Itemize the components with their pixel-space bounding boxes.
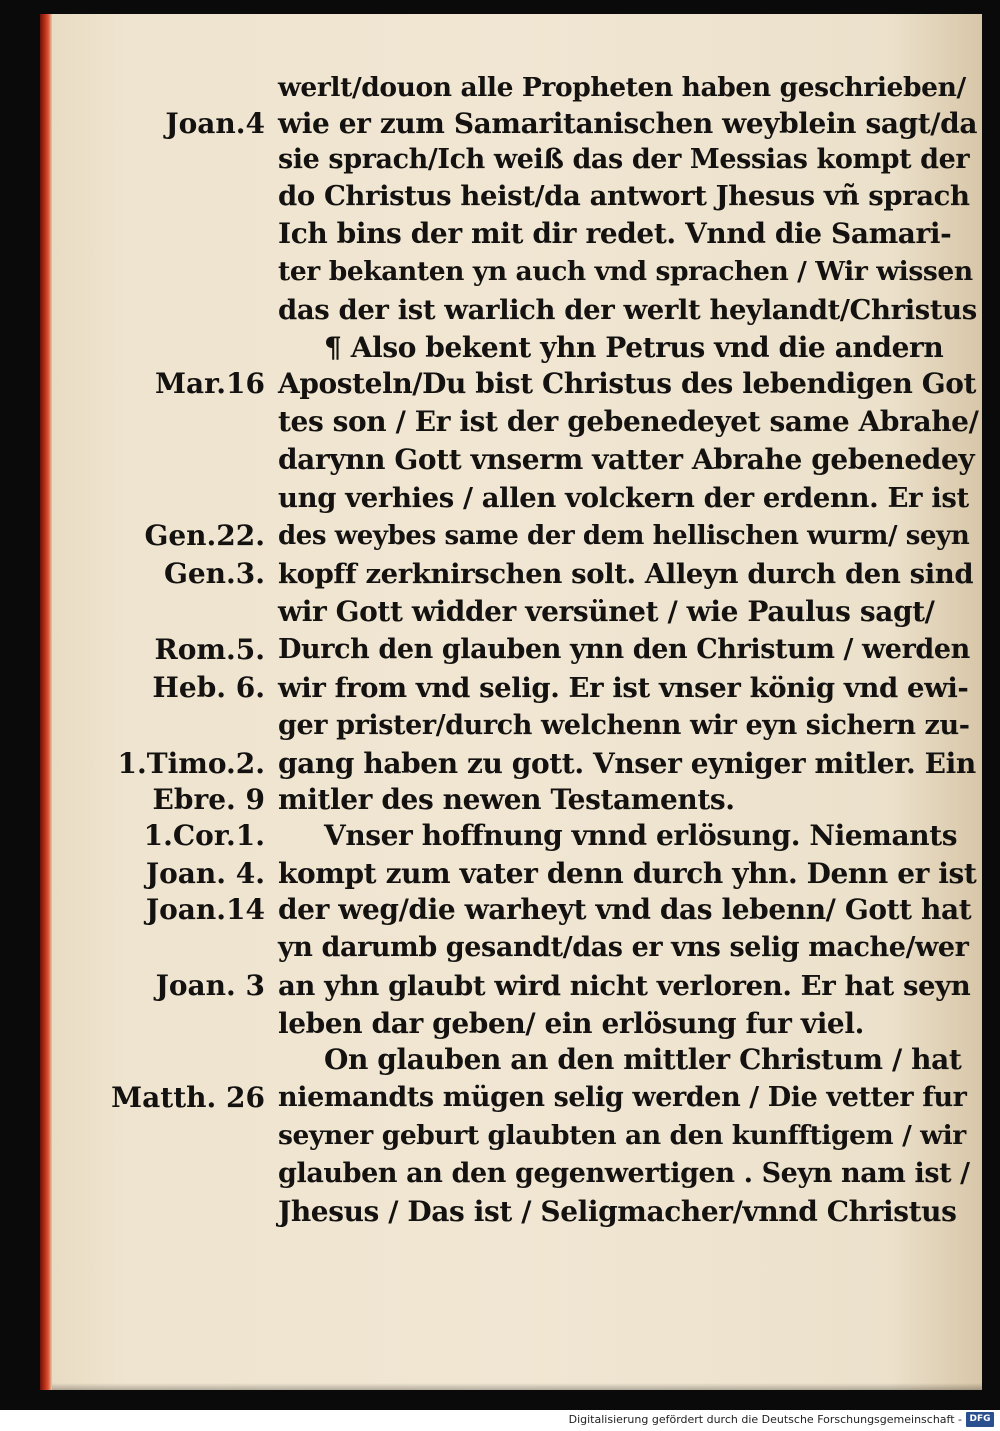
text-line: Vnser hoffnung vnnd erlösung. Niemants [324,819,958,852]
text-line: gang haben zu gott. Vnser eyniger mitler. Ein [278,747,976,780]
text-line: seyner geburt glaubten an den kunfftigem / wir [278,1120,966,1151]
text-line: das der ist warlich der werlt heylandt/Christus [278,294,977,326]
text-line: ung verhies / allen volckern der erdenn. Er ist [278,482,969,514]
page-bottom-shadow [52,1383,982,1390]
margin-note: Gen.22. [144,519,265,552]
margin-note: Joan. 3 [155,969,265,1002]
text-line: do Christus heist/da antwort Jhesus vñ sprach [278,180,970,212]
text-line: darynn Gott vnserm vatter Abrahe gebenedey [278,443,975,476]
margin-note: Joan. 4. [145,857,265,890]
text-line: Ich bins der mit dir redet. Vnnd die Samari- [278,217,952,250]
digitization-footer [0,1410,1000,1431]
text-line: ger prister/durch welchenn wir eyn sichern zu- [278,710,970,741]
text-line: niemandts mügen selig werden / Die vetter fur [278,1082,967,1113]
text-line: wie er zum Samaritanischen weyblein sagt/da [278,107,978,140]
text-line: sie sprach/Ich weiß das der Messias kompt der [278,144,970,175]
text-line: wir Gott widder versünet / wie Paulus sagt/ [278,595,935,628]
text-line: mitler des newen Testaments. [278,783,735,816]
margin-note: Ebre. 9 [152,783,265,816]
text-line: glauben an den gegenwertigen . Seyn nam ist / [278,1158,970,1189]
page-red-edge [40,14,52,1390]
text-line: werlt/douon alle Propheten haben geschrieben/ [278,72,966,103]
margin-note: Heb. 6. [152,671,265,704]
margin-note: 1.Timo.2. [117,747,265,780]
margin-note: Mar.16 [154,367,265,400]
text-line: Durch den glauben ynn den Christum / werden [278,634,970,665]
margin-note: 1.Cor.1. [143,819,265,852]
text-line: der weg/die warheyt vnd das lebenn/ Gott hat [278,893,972,926]
text-line: des weybes same der dem hellischen wurm/ seyn [278,521,970,551]
text-line: kompt zum vater denn durch yhn. Denn er ist [278,857,977,890]
footer-credit-text: Digitalisierung gefördert durch die Deutsche Forschungsgemeinschaft - [568,1413,962,1426]
margin-note: Gen.3. [163,557,265,590]
text-line: kopff zerknirschen solt. Alleyn durch den sind [278,558,974,590]
dfg-logo: DFG [966,1412,994,1427]
text-line: On glauben an den mittler Christum / hat [324,1043,962,1076]
text-line: leben dar geben/ ein erlösung fur viel. [278,1007,864,1040]
text-line: an yhn glaubt wird nicht verloren. Er hat seyn [278,970,971,1002]
margin-note: Joan.4 [165,107,265,140]
margin-note: Matth. 26 [111,1081,265,1114]
text-line: Jhesus / Das ist / Seligmacher/vnnd Christus [278,1195,957,1228]
margin-note: Joan.14 [145,893,265,926]
text-line: Aposteln/Du bist Christus des lebendigen Got [278,367,977,400]
margin-note: Rom.5. [154,633,265,666]
text-line: ter bekanten yn auch vnd sprachen / Wir wissen [278,256,973,287]
text-line: tes son / Er ist der gebenedeyet same Abrahe/ [278,405,979,438]
text-line: yn darumb gesandt/das er vns selig mache/wer [278,932,969,963]
text-line: ¶ Also bekent yhn Petrus vnd die andern [324,331,944,364]
text-line: wir from vnd selig. Er ist vnser könig vnd ewi- [278,672,969,704]
